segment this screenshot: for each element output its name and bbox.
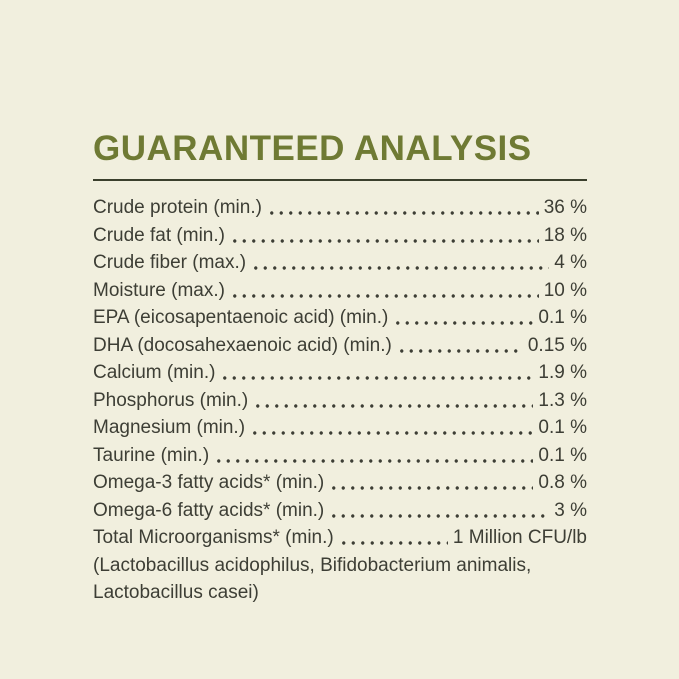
microorganism-species-note xyxy=(93,552,587,607)
analysis-row xyxy=(93,249,587,277)
nutrient-value: 36 % xyxy=(543,197,587,218)
dot-leader xyxy=(393,304,533,332)
nutrient-label: Crude fat (min.) xyxy=(93,224,225,246)
analysis-row xyxy=(93,497,587,525)
nutrient-value: 18 % xyxy=(543,224,587,246)
dot-leader xyxy=(267,194,539,222)
analysis-row xyxy=(93,332,587,360)
nutrient-value: 0.1 % xyxy=(538,417,587,438)
analysis-row xyxy=(93,304,587,332)
species-note-line-1: (Lactobacillus acidophilus, Bifidobacterium animalis, xyxy=(93,554,532,576)
dot-leader xyxy=(214,442,533,470)
analysis-row xyxy=(93,442,587,470)
analysis-table xyxy=(93,194,587,552)
nutrient-value: 0.15 % xyxy=(527,334,587,356)
nutrient-label: Moisture (max.) xyxy=(93,279,225,301)
nutrient-value: 1 Million CFU/lb xyxy=(452,527,587,548)
nutrient-label: Total Microorganisms* (min.) xyxy=(93,527,334,548)
dot-leader xyxy=(397,332,523,360)
nutrient-label: EPA (eicosapentaenoic acid) (min.) xyxy=(93,307,389,328)
title-divider xyxy=(93,179,587,181)
analysis-row xyxy=(93,469,587,497)
analysis-row xyxy=(93,387,587,415)
panel-title: GUARANTEED ANALYSIS xyxy=(93,129,532,168)
nutrient-value: 1.9 % xyxy=(538,362,587,383)
nutrient-value: 0.1 % xyxy=(538,444,587,466)
nutrient-label: DHA (docosahexaenoic acid) (min.) xyxy=(93,334,392,356)
nutrient-label: Omega-6 fatty acids* (min.) xyxy=(93,499,325,521)
analysis-row xyxy=(93,359,587,387)
nutrient-label: Taurine (min.) xyxy=(93,444,210,466)
dot-leader xyxy=(250,414,533,442)
analysis-row xyxy=(93,524,587,552)
analysis-row xyxy=(93,277,587,305)
dot-leader xyxy=(230,222,539,250)
label-content xyxy=(93,131,587,607)
analysis-row xyxy=(93,194,587,222)
nutrient-label: Phosphorus (min.) xyxy=(93,389,249,411)
dot-leader xyxy=(329,497,549,525)
nutrient-label: Crude fiber (max.) xyxy=(93,252,247,273)
analysis-row xyxy=(93,222,587,250)
nutrient-label: Calcium (min.) xyxy=(93,362,216,383)
nutrient-value: 3 % xyxy=(554,499,587,521)
nutrient-label: Crude protein (min.) xyxy=(93,197,262,218)
dot-leader xyxy=(230,277,539,305)
dot-leader xyxy=(220,359,533,387)
nutrient-value: 0.8 % xyxy=(538,472,587,493)
dot-leader xyxy=(251,249,549,277)
nutrient-value: 0.1 % xyxy=(538,307,587,328)
nutrient-label: Magnesium (min.) xyxy=(93,417,246,438)
analysis-row xyxy=(93,414,587,442)
dot-leader xyxy=(329,469,533,497)
dot-leader xyxy=(339,524,448,552)
species-note-line-2: Lactobacillus casei) xyxy=(93,582,259,603)
dot-leader xyxy=(253,387,533,415)
nutrient-value: 1.3 % xyxy=(538,389,587,411)
nutrient-value: 10 % xyxy=(543,279,587,301)
nutrient-value: 4 % xyxy=(554,252,587,273)
nutrient-label: Omega-3 fatty acids* (min.) xyxy=(93,472,325,493)
